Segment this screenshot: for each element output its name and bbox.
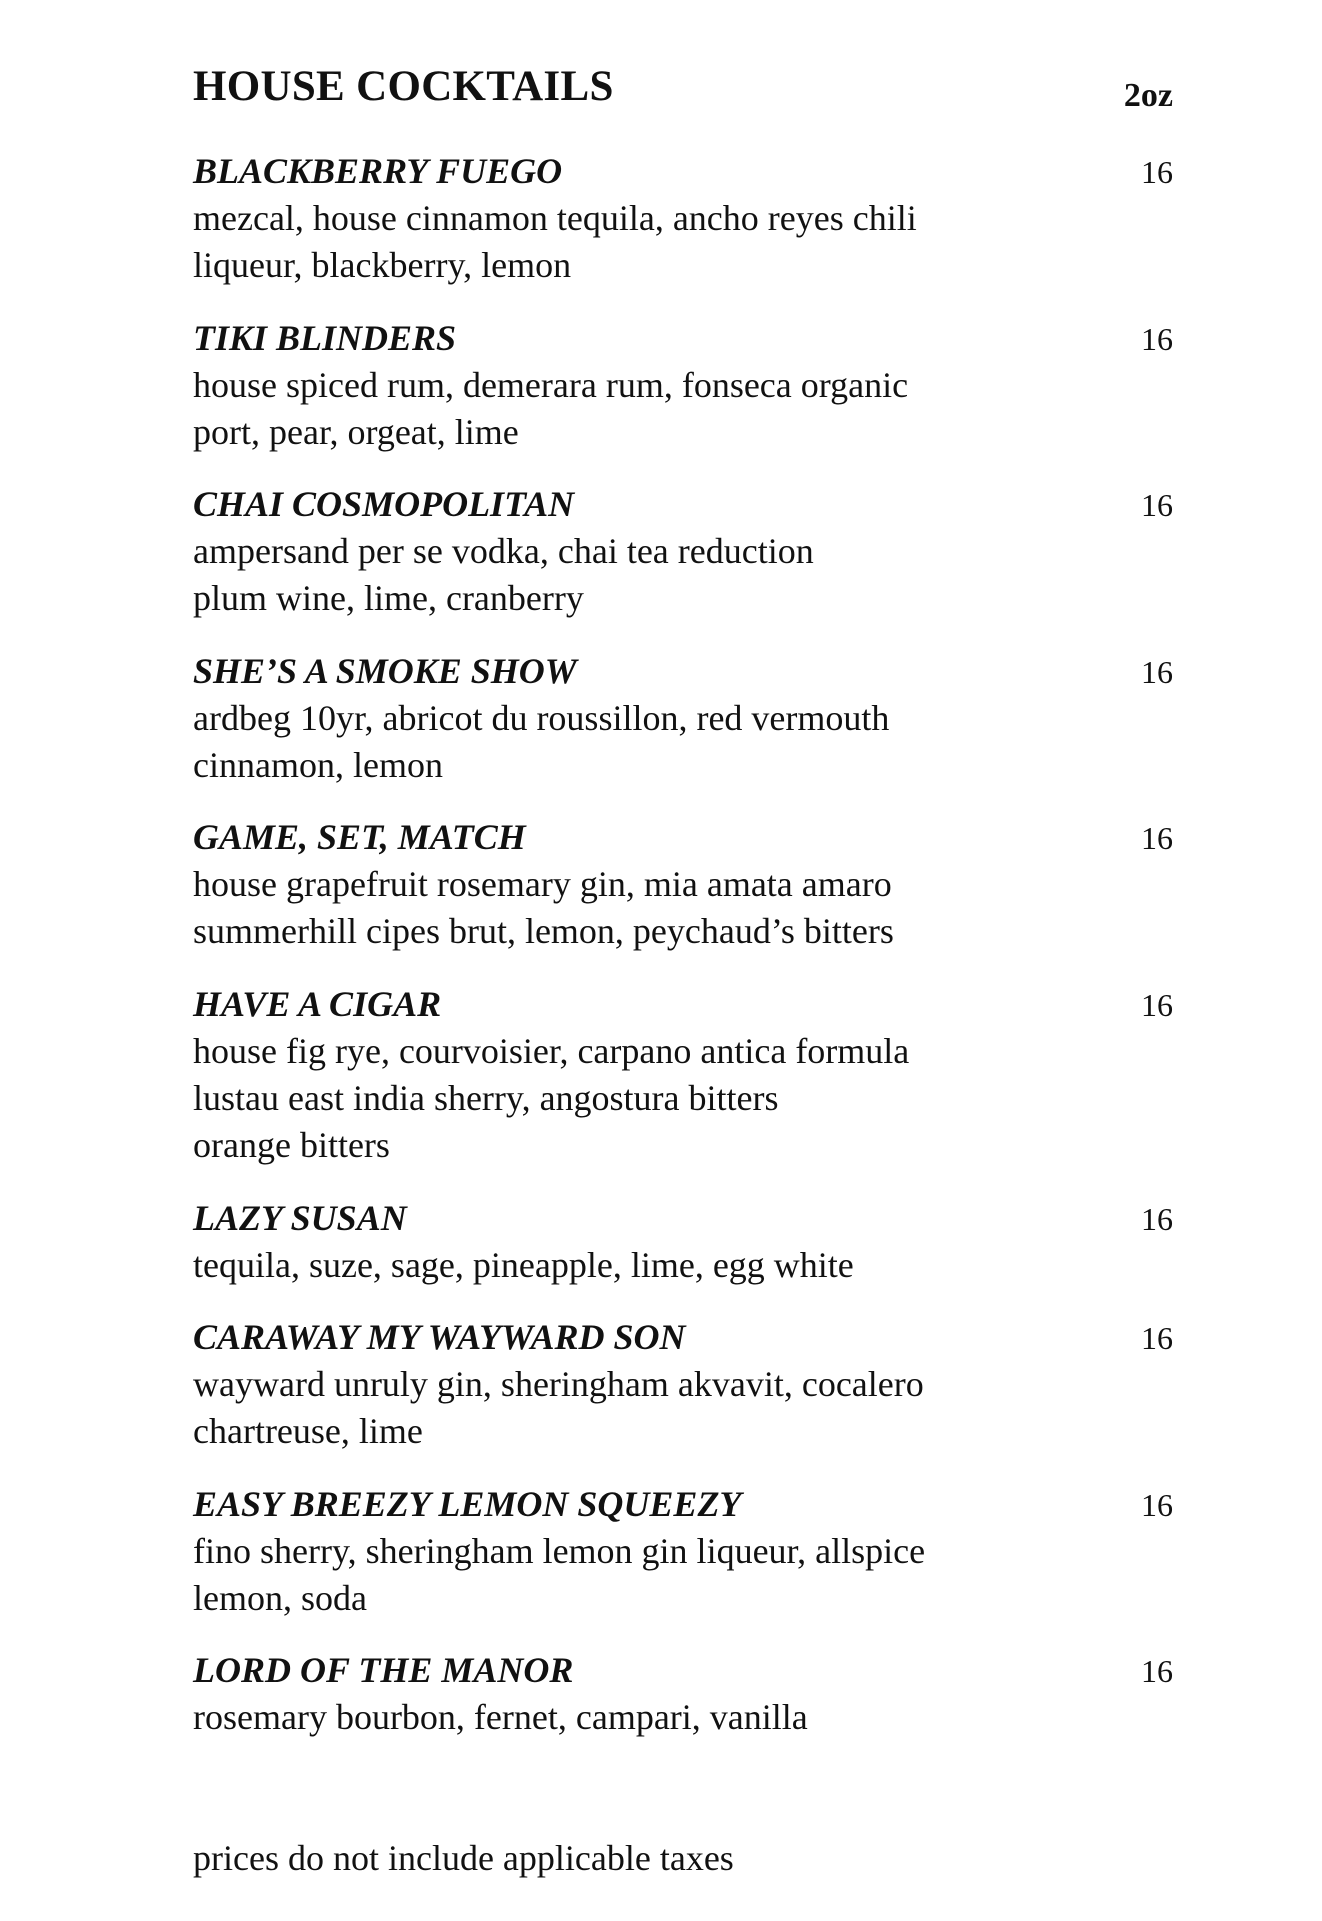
cocktail-ingredients: mezcal, house cinnamon tequila, ancho reyes chili liqueur, blackberry, lemon (193, 198, 917, 285)
cocktail-ingredients: ardbeg 10yr, abricot du roussillon, red vermouth cinnamon, lemon (193, 697, 890, 785)
cocktail-name: BLACKBERRY FUEGO (193, 151, 563, 191)
cocktail-name: CHAI COSMOPOLITAN (193, 484, 575, 524)
cocktail-price: 16 (1141, 1200, 1173, 1237)
cocktail-ingredients: house grapefruit rosemary gin, mia amata amaro summerhill cipes brut, lemon, peychaud’s bitters (193, 864, 894, 951)
cocktail-price: 16 (1141, 320, 1173, 357)
cocktail-ingredients: house fig rye, courvoisier, carpano antica formula lustau east india sherry, angostura bitters orange bitters (193, 1030, 910, 1165)
cocktail-ingredients: house spiced rum, demerara rum, fonseca organic port, pear, orgeat, lime (193, 364, 909, 452)
pour-size-label: 2oz (1123, 77, 1173, 114)
cocktail-item (193, 814, 1173, 981)
cocktail-name: CARAWAY MY WAYWARD SON (193, 1317, 686, 1357)
cocktail-price: 16 (1141, 653, 1173, 690)
cocktail-item (193, 315, 1173, 482)
cocktail-ingredients: ampersand per se vodka, chai tea reduction plum wine, lime, cranberry (193, 531, 814, 618)
cocktail-list (193, 148, 1173, 1767)
cocktail-price: 16 (1141, 487, 1173, 523)
cocktail-name: EASY BREEZY LEMON SQUEEZY (193, 1483, 742, 1524)
cocktail-ingredients: wayward unruly gin, sheringham akvavit, cocalero chartreuse, lime (193, 1364, 924, 1451)
cocktail-price: 16 (1141, 154, 1173, 190)
cocktail-price: 16 (1141, 1653, 1173, 1689)
cocktail-item (193, 648, 1173, 815)
cocktail-name: SHE’S A SMOKE SHOW (193, 650, 577, 691)
cocktail-name: TIKI BLINDERS (193, 317, 457, 358)
cocktail-item (193, 981, 1173, 1195)
cocktail-item (193, 1314, 1173, 1481)
cocktail-item (193, 1647, 1173, 1767)
cocktail-ingredients: tequila, suze, sage, pineapple, lime, egg white (193, 1244, 854, 1285)
cocktail-price: 16 (1141, 1486, 1173, 1523)
cocktail-item (193, 148, 1173, 315)
cocktail-price: 16 (1141, 820, 1173, 856)
cocktail-ingredients: fino sherry, sheringham lemon gin liqueur, allspice lemon, soda (193, 1530, 926, 1618)
cocktail-name: LAZY SUSAN (193, 1197, 407, 1238)
cocktail-ingredients: rosemary bourbon, fernet, campari, vanilla (193, 1697, 808, 1737)
cocktail-name: HAVE A CIGAR (193, 983, 442, 1024)
cocktail-name: GAME, SET, MATCH (193, 817, 526, 857)
tax-disclaimer: prices do not include applicable taxes (193, 1838, 734, 1878)
cocktail-price: 16 (1141, 1320, 1173, 1356)
cocktail-item (193, 1481, 1173, 1648)
menu-title: HOUSE COCKTAILS (193, 63, 614, 110)
cocktail-item (193, 1195, 1173, 1315)
cocktail-item (193, 481, 1173, 648)
cocktail-price: 16 (1141, 986, 1173, 1023)
cocktail-name: LORD OF THE MANOR (193, 1650, 574, 1690)
